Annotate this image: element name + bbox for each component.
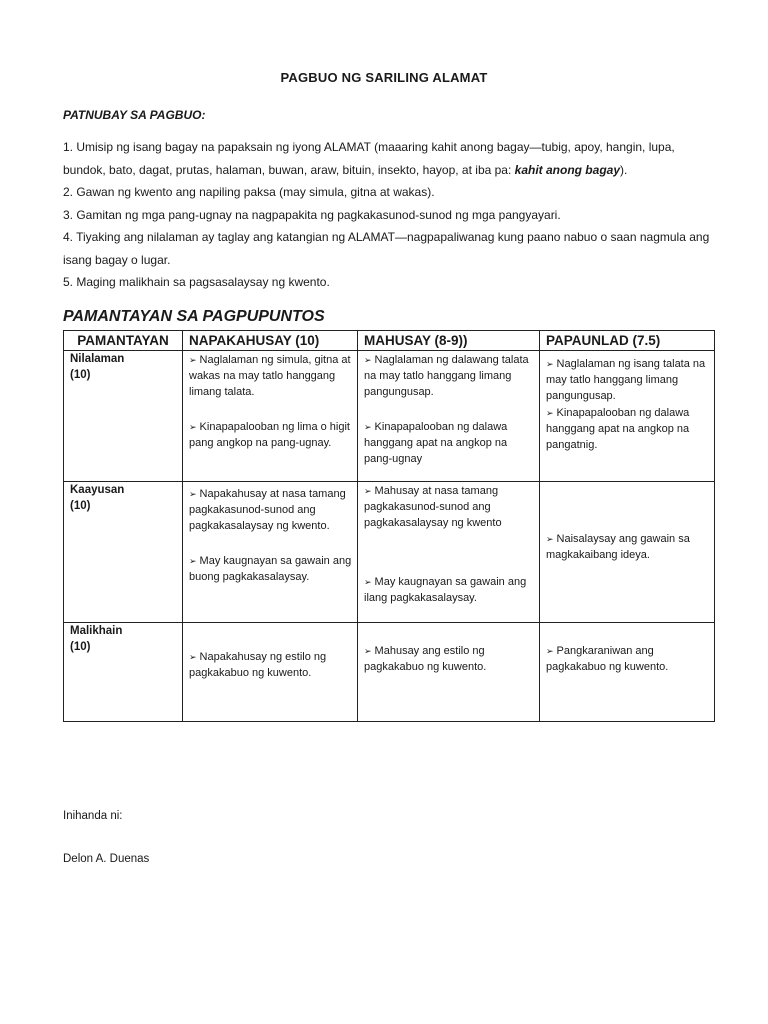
arrow-bullet-icon: ➢ [364, 355, 372, 365]
arrow-bullet-icon: ➢ [189, 555, 197, 566]
header-napakahusay: NAPAKAHUSAY (10) [183, 331, 358, 351]
papaunlad-cell [540, 623, 715, 722]
arrow-bullet-icon: ➢ [189, 489, 197, 499]
criterion-points: (10) [70, 500, 91, 512]
rubric-bullet: ➢ Naglalaman ng dalawang talata na may tatlo hanggang limang pangungusap. [364, 354, 529, 399]
rubric-bullet: ➢ May kaugnayan sa gawain ang ilang pagkakasalaysay. [364, 575, 527, 604]
guide-list [63, 136, 713, 294]
arrow-bullet-icon: ➢ [364, 646, 372, 656]
napakahusay-cell [183, 351, 358, 482]
author-name: Delon A. Duenas [63, 853, 150, 865]
mahusay-cell [358, 482, 540, 623]
guide-item-4: 4. Tiyaking ang nilalaman ay taglay ang katangian ng ALAMAT—nagpapaliwanag kung paano nabuo o saan nagmula ang isang bagay o lugar. [63, 230, 710, 267]
papaunlad-cell [540, 482, 715, 623]
rubric-bullet: ➢ Naisalaysay ang gawain sa magkakaibang ideya. [546, 533, 690, 562]
criterion-name: Malikhain [70, 625, 123, 637]
criterion-name: Nilalaman [70, 353, 125, 365]
guide-item-1-emphasis: kahit anong bagay [514, 162, 620, 177]
guide-item-3: 3. Gamitan ng mga pang-ugnay na nagpapakita ng pagkakasunod-sunod ng mga pangyayari. [63, 207, 561, 222]
arrow-bullet-icon: ➢ [189, 421, 197, 432]
rubric-bullet: ➢ Napakahusay ng estilo ng pagkakabuo ng kuwento. [189, 651, 327, 680]
rubric-bullet: ➢ Pangkaraniwan ang pagkakabuo ng kuwento. [546, 645, 669, 674]
napakahusay-cell [183, 623, 358, 722]
rubric-bullet: ➢ Kinapapalooban ng dalawa hanggang apat na angkop na pangatnig. [546, 406, 690, 452]
criterion-points: (10) [70, 369, 91, 381]
papaunlad-cell [540, 351, 715, 482]
criterion-points: (10) [70, 641, 91, 653]
guide-item-5: 5. Maging malikhain sa pagsasalaysay ng kwento. [63, 275, 330, 289]
rubric-bullet: ➢ Kinapapalooban ng dalawa hanggang apat na angkop na pang-ugnay [364, 420, 508, 466]
mahusay-cell [358, 623, 540, 722]
header-mahusay: MAHUSAY (8-9)) [358, 331, 540, 351]
rubric-row-nilalaman [64, 351, 715, 482]
napakahusay-cell [183, 482, 358, 623]
rubric-bullet: ➢ Mahusay at nasa tamang pagkakasunod-sunod ang pagkakasalaysay ng kwento [364, 485, 502, 530]
arrow-bullet-icon: ➢ [189, 355, 197, 365]
rubric-header-row [64, 331, 715, 351]
arrow-bullet-icon: ➢ [546, 646, 554, 656]
arrow-bullet-icon: ➢ [546, 534, 554, 544]
rubric-bullet: ➢ Mahusay ang estilo ng pagkakabuo ng kuwento. [364, 645, 487, 674]
header-pamantayan: PAMANTAYAN [64, 331, 183, 351]
arrow-bullet-icon: ➢ [364, 421, 372, 432]
criterion-cell [64, 482, 183, 623]
rubric-bullet: ➢ May kaugnayan sa gawain ang buong pagkakasalaysay. [189, 554, 352, 583]
rubric-table [63, 330, 715, 722]
rubric-bullet: ➢ Naglalaman ng isang talata na may tatlo hanggang limang pangungusap. [546, 358, 706, 403]
rubric-row-kaayusan [64, 482, 715, 623]
arrow-bullet-icon: ➢ [364, 486, 372, 496]
document-title: PAGBUO NG SARILING ALAMAT [280, 70, 488, 85]
rubric-row-malikhain [64, 623, 715, 722]
criterion-name: Kaayusan [70, 484, 125, 496]
rubric-bullet: ➢ Napakahusay at nasa tamang pagkakasunod-sunod ang pagkakasalaysay ng kwento. [189, 488, 346, 533]
rubric-bullet: ➢ Naglalaman ng simula, gitna at wakas na may tatlo hanggang limang talata. [189, 354, 351, 399]
criterion-cell [64, 351, 183, 482]
guide-heading: PATNUBAY SA PAGBUO: [63, 108, 206, 122]
prepared-by-label: Inihanda ni: [63, 810, 123, 822]
guide-item-2: 2. Gawan ng kwento ang napiling paksa (may simula, gitna at wakas). [63, 185, 435, 199]
guide-item-1: 1. Umisip ng isang bagay na papaksain ng iyong ALAMAT (maaaring kahit anong bagay—tubig, apoy, hangin, lupa, bundok, bato, dagat, prutas, halaman, buwan, araw, bituin, insekto, hayop, at iba pa: kahit anong bagay). [63, 140, 675, 177]
rubric-heading: PAMANTAYAN SA PAGPUPUNTOS [63, 308, 325, 325]
arrow-bullet-icon: ➢ [546, 359, 554, 369]
header-papaunlad: PAPAUNLAD (7.5) [540, 331, 715, 351]
rubric-bullet: ➢ Kinapapalooban ng lima o higit pang angkop na pang-ugnay. [189, 420, 350, 449]
arrow-bullet-icon: ➢ [189, 652, 197, 662]
mahusay-cell [358, 351, 540, 482]
criterion-cell [64, 623, 183, 722]
arrow-bullet-icon: ➢ [546, 407, 554, 418]
arrow-bullet-icon: ➢ [364, 576, 372, 587]
